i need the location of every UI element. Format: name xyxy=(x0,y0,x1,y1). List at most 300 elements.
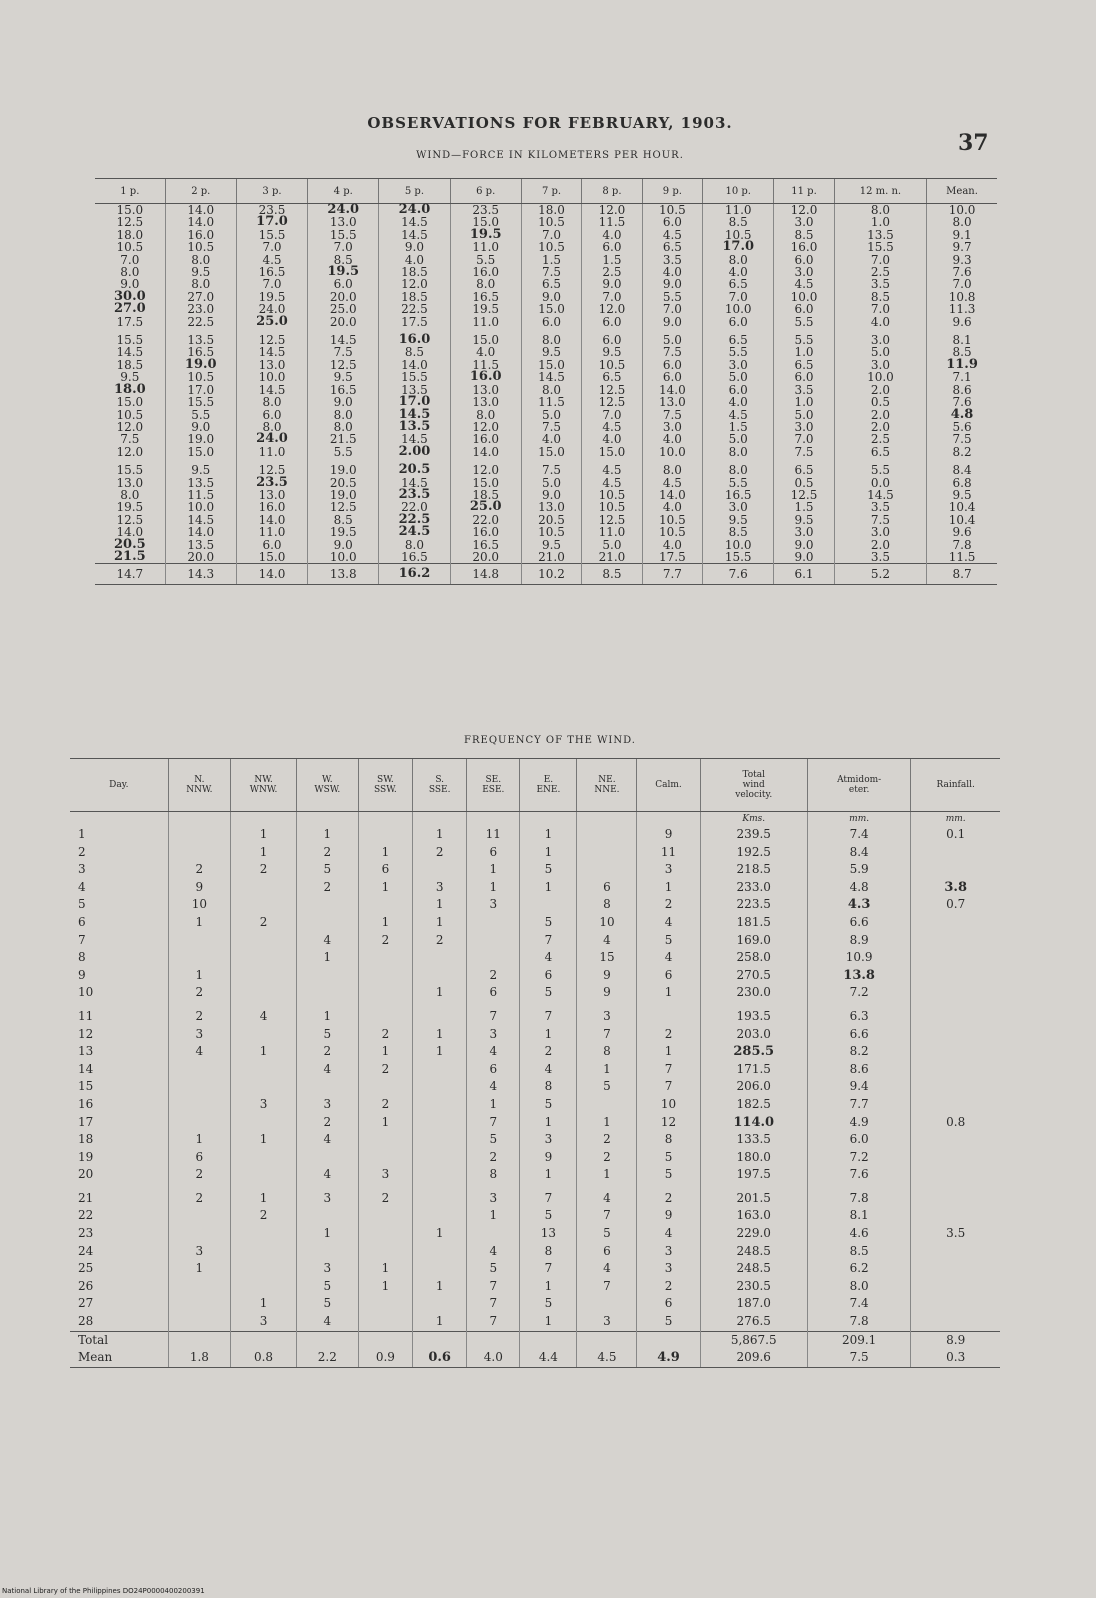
header-line: WSW. xyxy=(314,785,341,795)
wind-value-cell: 16.0 xyxy=(450,371,521,383)
frequency-value-cell xyxy=(911,1313,1000,1331)
header-line: SW. xyxy=(377,775,394,785)
frequency-value-cell: 8 xyxy=(520,1078,577,1096)
day-cell: 9 xyxy=(78,967,86,982)
frequency-value-cell: 258.0 xyxy=(700,949,807,967)
wind-value-cell: 17.5 xyxy=(116,314,144,329)
wind-value-cell: 4.0 xyxy=(703,266,774,278)
wind-value-cell: 6.0 xyxy=(308,278,379,290)
frequency-value-cell: 1 xyxy=(520,826,577,844)
wind-value-cell: 15.5 xyxy=(116,333,144,348)
wind-value-cell: 15.0 xyxy=(236,551,307,564)
wind-value-cell: 7.0 xyxy=(927,278,997,290)
wind-value-cell: 25.0 xyxy=(236,316,307,328)
wind-value-cell: 8.0 xyxy=(236,396,307,408)
wind-value-cell: 17.0 xyxy=(703,241,774,253)
wind-value-cell: 6.0 xyxy=(582,334,642,346)
wind-value-cell: 4.5 xyxy=(642,477,702,489)
wind-value-cell: 12.5 xyxy=(308,501,379,513)
wind-value-cell: 4.5 xyxy=(642,229,702,241)
frequency-value-cell xyxy=(168,1313,231,1331)
wind-value-cell: 6.5 xyxy=(774,464,834,476)
wind-value-cell: 4.0 xyxy=(521,433,581,445)
frequency-value-cell: 1 xyxy=(413,1043,467,1061)
wind-value-cell: 0.0 xyxy=(834,477,926,489)
day-cell: 16 xyxy=(78,1096,94,1111)
wind-value-cell: 23.5 xyxy=(450,204,521,217)
wind-value-cell: 14.5 xyxy=(379,433,450,445)
wind-value-cell: 9.5 xyxy=(521,539,581,551)
wind-value-cell: 20.5 xyxy=(308,477,379,489)
wind-value-cell: 1.5 xyxy=(774,501,834,513)
wind-value-cell: 10.4 xyxy=(927,514,997,526)
frequency-value-cell xyxy=(231,1149,297,1167)
frequency-value-cell xyxy=(358,1008,412,1026)
wind-value-cell: 10.0 xyxy=(165,501,236,513)
wind-col-header: 1 p. xyxy=(95,179,165,204)
frequency-value-cell: 1 xyxy=(413,1225,467,1243)
frequency-col-header xyxy=(467,759,520,812)
wind-value-cell: 2.0 xyxy=(834,409,926,421)
wind-value-cell: 11.5 xyxy=(582,216,642,228)
wind-force-row xyxy=(95,396,997,408)
page-number: 37 xyxy=(958,130,989,156)
wind-value-cell: 15.0 xyxy=(521,303,581,315)
wind-value-cell: 8.0 xyxy=(120,487,140,502)
frequency-col-header xyxy=(520,759,577,812)
wind-value-cell: 12.0 xyxy=(116,419,144,434)
wind-value-cell: 9.0 xyxy=(308,396,379,408)
wind-value-cell: 16.0 xyxy=(774,241,834,253)
frequency-value-cell xyxy=(168,1207,231,1225)
frequency-value-cell: 3 xyxy=(296,1190,358,1208)
wind-value-cell: 13.5 xyxy=(379,421,450,433)
frequency-value-cell: 7.8 xyxy=(807,1190,910,1208)
frequency-value-cell xyxy=(358,1131,412,1149)
wind-value-cell: 10.5 xyxy=(703,229,774,241)
wind-value-cell: 5.5 xyxy=(774,334,834,346)
header-line: WNW. xyxy=(249,785,278,795)
header-line: velocity. xyxy=(735,790,773,800)
frequency-value-cell xyxy=(577,1096,637,1114)
wind-value-cell: 2.00 xyxy=(379,446,450,458)
frequency-body xyxy=(70,812,1000,1368)
wind-value-cell: 8.0 xyxy=(521,334,581,346)
frequency-value-cell xyxy=(231,949,297,967)
wind-value-cell: 9.0 xyxy=(774,551,834,564)
wind-mean-cell: 7.6 xyxy=(703,564,774,585)
wind-value-cell: 6.0 xyxy=(582,316,642,328)
wind-value-cell: 6.0 xyxy=(774,303,834,315)
frequency-value-cell xyxy=(911,1260,1000,1278)
frequency-value-cell: 4 xyxy=(520,1061,577,1079)
wind-value-cell: 6.5 xyxy=(774,359,834,371)
frequency-row xyxy=(70,1149,1000,1167)
wind-value-cell: 14.5 xyxy=(165,514,236,526)
wind-value-cell: 3.0 xyxy=(774,526,834,538)
frequency-col-header xyxy=(231,759,297,812)
frequency-value-cell xyxy=(168,1096,231,1114)
wind-mean-cell: 14.7 xyxy=(95,564,165,585)
wind-value-cell: 12.0 xyxy=(582,303,642,315)
frequency-value-cell: 8.2 xyxy=(807,1043,910,1061)
wind-value-cell: 14.0 xyxy=(165,204,236,217)
frequency-value-cell xyxy=(413,1114,467,1132)
frequency-value-cell xyxy=(911,1043,1000,1061)
wind-value-cell: 10.5 xyxy=(521,216,581,228)
frequency-value-cell: 1 xyxy=(296,1008,358,1026)
wind-value-cell: 10.5 xyxy=(642,514,702,526)
wind-value-cell: 8.5 xyxy=(379,346,450,358)
day-cell: 28 xyxy=(78,1314,94,1329)
frequency-value-cell: 285.5 xyxy=(700,1043,807,1061)
wind-value-cell: 14.5 xyxy=(521,371,581,383)
wind-value-cell: 14.5 xyxy=(116,345,144,360)
frequency-value-cell: 1 xyxy=(637,1043,700,1061)
wind-value-cell: 1.5 xyxy=(582,254,642,266)
wind-value-cell: 8.0 xyxy=(308,409,379,421)
frequency-value-cell: 7.2 xyxy=(807,1149,910,1167)
frequency-value-cell: 5 xyxy=(577,1225,637,1243)
header-line: Total xyxy=(742,770,766,780)
wind-value-cell: 4.0 xyxy=(642,539,702,551)
frequency-value-cell: 4 xyxy=(577,932,637,950)
frequency-value-cell xyxy=(231,896,297,914)
frequency-value-cell: 1 xyxy=(637,984,700,1002)
wind-value-cell: 8.0 xyxy=(120,265,140,280)
frequency-value-cell xyxy=(911,1026,1000,1044)
frequency-value-cell xyxy=(413,1096,467,1114)
wind-value-cell: 18.0 xyxy=(116,227,144,242)
wind-value-cell: 8.0 xyxy=(703,446,774,458)
frequency-value-cell xyxy=(577,861,637,879)
wind-value-cell: 17.5 xyxy=(379,316,450,328)
wind-value-cell: 8.0 xyxy=(165,254,236,266)
frequency-value-cell: 4 xyxy=(296,1131,358,1149)
wind-col-header: 9 p. xyxy=(642,179,702,204)
frequency-value-cell xyxy=(358,1313,412,1331)
frequency-value-cell: 5 xyxy=(520,861,577,879)
wind-value-cell: 8.5 xyxy=(834,291,926,303)
frequency-value-cell: 9 xyxy=(577,984,637,1002)
wind-value-cell: 10.0 xyxy=(642,446,702,458)
frequency-value-cell: 5 xyxy=(637,932,700,950)
wind-value-cell: 8.0 xyxy=(165,278,236,290)
frequency-value-cell: 248.5 xyxy=(700,1260,807,1278)
frequency-value-cell: 8.6 xyxy=(807,1061,910,1079)
wind-value-cell: 6.0 xyxy=(236,539,307,551)
frequency-value-cell: 2 xyxy=(520,1043,577,1061)
frequency-value-cell: 4 xyxy=(231,1008,297,1026)
frequency-value-cell: 11 xyxy=(467,826,520,844)
frequency-value-cell xyxy=(577,844,637,862)
wind-value-cell: 20.0 xyxy=(308,316,379,328)
wind-value-cell: 7.5 xyxy=(642,346,702,358)
wind-value-cell: 10.5 xyxy=(582,501,642,513)
wind-value-cell: 0.5 xyxy=(834,396,926,408)
wind-value-cell: 16.5 xyxy=(450,539,521,551)
frequency-value-cell xyxy=(358,1149,412,1167)
wind-value-cell: 12.5 xyxy=(308,359,379,371)
frequency-value-cell: 1 xyxy=(520,1026,577,1044)
wind-value-cell: 3.0 xyxy=(703,359,774,371)
wind-value-cell: 13.5 xyxy=(165,539,236,551)
day-cell: 15 xyxy=(78,1079,94,1094)
wind-value-cell: 1.5 xyxy=(703,421,774,433)
wind-value-cell: 8.0 xyxy=(703,254,774,266)
wind-value-cell: 7.5 xyxy=(774,446,834,458)
wind-value-cell: 19.5 xyxy=(308,266,379,278)
wind-value-cell: 7.1 xyxy=(927,371,997,383)
wind-value-cell: 23.0 xyxy=(165,303,236,315)
wind-value-cell: 14.0 xyxy=(642,489,702,501)
wind-value-cell: 5.0 xyxy=(703,371,774,383)
wind-value-cell: 16.0 xyxy=(450,433,521,445)
wind-force-row xyxy=(95,446,997,458)
day-cell: 13 xyxy=(78,1044,94,1059)
frequency-value-cell xyxy=(296,1078,358,1096)
wind-value-cell: 19.5 xyxy=(116,500,144,515)
frequency-value-cell: 248.5 xyxy=(700,1243,807,1261)
wind-value-cell: 6.0 xyxy=(236,409,307,421)
wind-value-cell: 9.0 xyxy=(308,539,379,551)
wind-value-cell: 5.6 xyxy=(927,421,997,433)
frequency-value-cell xyxy=(911,1078,1000,1096)
wind-value-cell: 12.0 xyxy=(450,421,521,433)
frequency-value-cell: 15 xyxy=(577,949,637,967)
wind-value-cell: 3.0 xyxy=(774,216,834,228)
wind-value-cell: 13.0 xyxy=(308,216,379,228)
wind-value-cell: 15.0 xyxy=(165,446,236,458)
wind-value-cell: 8.0 xyxy=(308,421,379,433)
wind-value-cell: 6.5 xyxy=(521,278,581,290)
wind-force-title: WIND—FORCE IN KILOMETERS PER HOUR. xyxy=(416,150,684,161)
unit-cell xyxy=(70,812,168,827)
frequency-value-cell: 1 xyxy=(413,1026,467,1044)
frequency-value-cell: 8.5 xyxy=(807,1243,910,1261)
wind-value-cell: 7.0 xyxy=(236,241,307,253)
frequency-value-cell xyxy=(911,1061,1000,1079)
wind-value-cell: 5.0 xyxy=(834,346,926,358)
wind-value-cell: 4.0 xyxy=(450,346,521,358)
wind-value-cell: 2.5 xyxy=(582,266,642,278)
frequency-value-cell: 5 xyxy=(520,914,577,932)
frequency-value-cell: 2 xyxy=(168,861,231,879)
wind-value-cell: 5.5 xyxy=(774,316,834,328)
total-cell xyxy=(467,1331,520,1349)
wind-value-cell: 16.5 xyxy=(450,291,521,303)
frequency-value-cell xyxy=(296,914,358,932)
frequency-value-cell xyxy=(413,1078,467,1096)
wind-col-header: 5 p. xyxy=(379,179,450,204)
frequency-value-cell xyxy=(911,1166,1000,1184)
wind-value-cell: 9.5 xyxy=(703,514,774,526)
frequency-row xyxy=(70,1026,1000,1044)
frequency-value-cell xyxy=(413,1061,467,1079)
wind-value-cell: 16.0 xyxy=(379,334,450,346)
wind-value-cell: 9.6 xyxy=(927,526,997,538)
frequency-value-cell xyxy=(911,1207,1000,1225)
frequency-value-cell xyxy=(168,1225,231,1243)
frequency-value-cell: 1 xyxy=(296,949,358,967)
frequency-value-cell: 2 xyxy=(577,1131,637,1149)
wind-force-row xyxy=(95,316,997,328)
frequency-row xyxy=(70,1243,1000,1261)
wind-value-cell: 6.5 xyxy=(703,334,774,346)
wind-value-cell: 3.0 xyxy=(834,359,926,371)
wind-force-row xyxy=(95,551,997,564)
frequency-value-cell xyxy=(911,984,1000,1002)
wind-value-cell: 9.7 xyxy=(927,241,997,253)
header-line: W. xyxy=(322,775,333,785)
wind-value-cell: 14.0 xyxy=(116,525,144,540)
frequency-value-cell: 3 xyxy=(168,1243,231,1261)
wind-value-cell: 9.5 xyxy=(521,346,581,358)
frequency-value-cell: 7 xyxy=(520,1190,577,1208)
frequency-value-cell xyxy=(296,984,358,1002)
wind-value-cell: 7.0 xyxy=(120,252,140,267)
wind-value-cell: 24.0 xyxy=(308,204,379,217)
frequency-value-cell: 7.2 xyxy=(807,984,910,1002)
wind-value-cell: 14.0 xyxy=(450,446,521,458)
wind-mean-cell: 8.7 xyxy=(927,564,997,585)
wind-col-header: 11 p. xyxy=(774,179,834,204)
mean-cell: 0.3 xyxy=(911,1349,1000,1367)
frequency-value-cell: 1 xyxy=(520,1313,577,1331)
frequency-col-header xyxy=(911,759,1000,812)
wind-value-cell: 9.0 xyxy=(120,277,140,292)
header-line: NNE. xyxy=(594,785,620,795)
frequency-value-cell: 13 xyxy=(520,1225,577,1243)
wind-value-cell: 8.5 xyxy=(703,216,774,228)
frequency-value-cell: 4.6 xyxy=(807,1225,910,1243)
wind-value-cell: 9.0 xyxy=(521,489,581,501)
frequency-value-cell xyxy=(911,967,1000,985)
wind-value-cell: 15.5 xyxy=(308,229,379,241)
frequency-value-cell: 7 xyxy=(520,1008,577,1026)
frequency-value-cell xyxy=(358,1243,412,1261)
frequency-value-cell: 7.8 xyxy=(807,1313,910,1331)
wind-value-cell: 15.5 xyxy=(116,463,144,478)
mean-cell: 0.8 xyxy=(231,1349,297,1367)
wind-value-cell: 20.0 xyxy=(165,551,236,564)
frequency-value-cell: 171.5 xyxy=(700,1061,807,1079)
frequency-value-cell: 3 xyxy=(296,1260,358,1278)
wind-force-row xyxy=(95,346,997,358)
wind-value-cell: 14.0 xyxy=(165,216,236,228)
frequency-value-cell: 9 xyxy=(168,879,231,897)
frequency-value-cell: 2 xyxy=(168,1190,231,1208)
frequency-value-cell: 1 xyxy=(520,1166,577,1184)
frequency-value-cell xyxy=(168,932,231,950)
wind-value-cell: 15.0 xyxy=(450,216,521,228)
wind-value-cell: 4.0 xyxy=(379,254,450,266)
frequency-value-cell: 6 xyxy=(577,879,637,897)
frequency-value-cell xyxy=(911,1243,1000,1261)
wind-value-cell: 16.5 xyxy=(703,489,774,501)
total-cell: 5,867.5 xyxy=(700,1331,807,1349)
wind-value-cell: 7.0 xyxy=(308,241,379,253)
wind-value-cell: 15.5 xyxy=(703,551,774,564)
frequency-value-cell: 2 xyxy=(358,1190,412,1208)
frequency-value-cell: 3 xyxy=(637,861,700,879)
frequency-value-cell: 5 xyxy=(637,1166,700,1184)
wind-col-header: Mean. xyxy=(927,179,997,204)
wind-value-cell: 19.0 xyxy=(165,433,236,445)
frequency-value-cell: 6 xyxy=(637,1295,700,1313)
frequency-value-cell: 0.1 xyxy=(911,826,1000,844)
day-cell: 22 xyxy=(78,1208,94,1223)
frequency-value-cell: 8 xyxy=(577,1043,637,1061)
frequency-value-cell: 6 xyxy=(467,844,520,862)
wind-value-cell: 5.0 xyxy=(774,409,834,421)
wind-value-cell: 8.5 xyxy=(927,346,997,358)
unit-cell xyxy=(413,812,467,827)
frequency-col-header xyxy=(700,759,807,812)
frequency-value-cell: 2 xyxy=(467,1149,520,1167)
wind-value-cell: 20.5 xyxy=(379,464,450,476)
wind-value-cell: 24.0 xyxy=(236,303,307,315)
wind-value-cell: 9.0 xyxy=(165,421,236,433)
mean-cell: 209.6 xyxy=(700,1349,807,1367)
wind-value-cell: 10.0 xyxy=(927,204,997,217)
frequency-value-cell xyxy=(358,949,412,967)
frequency-value-cell: 6 xyxy=(358,861,412,879)
wind-value-cell: 15.5 xyxy=(834,241,926,253)
frequency-value-cell: 2 xyxy=(231,914,297,932)
wind-value-cell: 11.5 xyxy=(165,489,236,501)
header-line: SSW. xyxy=(374,785,397,795)
wind-value-cell: 10.0 xyxy=(834,371,926,383)
wind-value-cell: 9.0 xyxy=(521,291,581,303)
total-cell xyxy=(637,1331,700,1349)
wind-value-cell: 14.5 xyxy=(379,229,450,241)
frequency-value-cell: 203.0 xyxy=(700,1026,807,1044)
frequency-value-cell: 7 xyxy=(467,1008,520,1026)
wind-value-cell: 1.0 xyxy=(774,346,834,358)
frequency-row xyxy=(70,1207,1000,1225)
frequency-value-cell: 8 xyxy=(637,1131,700,1149)
frequency-value-cell xyxy=(577,1295,637,1313)
frequency-value-cell: 1 xyxy=(168,914,231,932)
frequency-value-cell: 1 xyxy=(358,1278,412,1296)
wind-value-cell: 24.5 xyxy=(379,526,450,538)
wind-value-cell: 10.5 xyxy=(642,526,702,538)
frequency-value-cell: 1 xyxy=(358,1260,412,1278)
wind-value-cell: 13.0 xyxy=(450,384,521,396)
wind-value-cell: 4.5 xyxy=(236,254,307,266)
frequency-value-cell: 5 xyxy=(467,1260,520,1278)
wind-value-cell: 18.5 xyxy=(379,266,450,278)
frequency-value-cell: 1 xyxy=(577,1061,637,1079)
frequency-value-cell: 4 xyxy=(296,1061,358,1079)
day-cell: 18 xyxy=(78,1132,94,1147)
frequency-value-cell: 182.5 xyxy=(700,1096,807,1114)
wind-value-cell: 7.5 xyxy=(834,514,926,526)
wind-value-cell: 12.5 xyxy=(582,396,642,408)
total-cell xyxy=(168,1331,231,1349)
total-cell: Total xyxy=(70,1331,168,1349)
wind-value-cell: 24.0 xyxy=(236,433,307,445)
frequency-value-cell: 5 xyxy=(520,1096,577,1114)
wind-value-cell: 10.5 xyxy=(582,359,642,371)
frequency-value-cell: 1 xyxy=(231,826,297,844)
total-cell xyxy=(413,1331,467,1349)
frequency-value-cell: 7 xyxy=(637,1061,700,1079)
wind-value-cell: 5.5 xyxy=(450,254,521,266)
frequency-value-cell: 2 xyxy=(358,1026,412,1044)
frequency-value-cell xyxy=(358,1225,412,1243)
